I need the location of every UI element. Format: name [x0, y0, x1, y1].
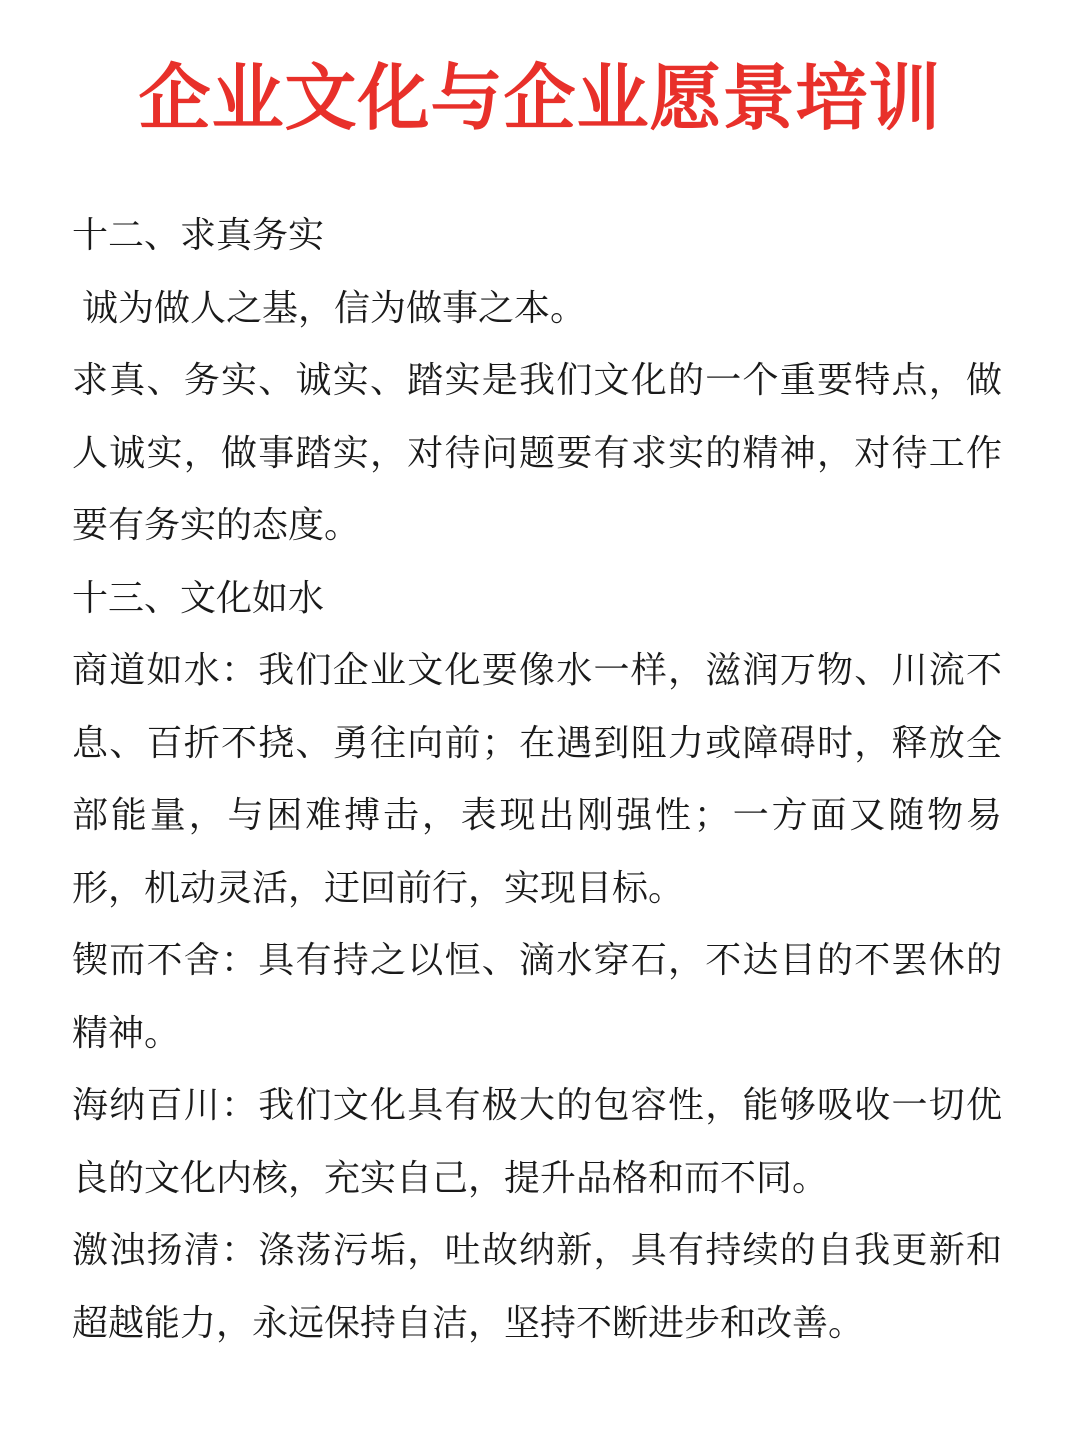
- body-paragraph-water: 商道如水：我们企业文化要像水一样，滋润万物、川流不息、百折不挠、勇往向前；在遇到阻力或障碍时，释放全部能量，与困难搏击，表现出刚强性；一方面又随物易形，机动灵活，迂回前行，实现目标。: [72, 650, 1002, 909]
- section-heading-13: 十三、文化如水: [72, 577, 325, 619]
- body-paragraph-inclusiveness: 海纳百川：我们文化具有极大的包容性，能够吸收一切优良的文化内核，充实自己，提升品格和而不同。: [72, 1085, 1002, 1199]
- body-paragraph-perseverance: 锲而不舍：具有持之以恒、滴水穿石，不达目的不罢休的精神。: [72, 940, 1002, 1054]
- body-paragraph-truth: 求真、务实、诚实、踏实是我们文化的一个重要特点，做人诚实，做事踏实，对待问题要有求实的精神，对待工作要有务实的态度。: [72, 360, 1002, 546]
- motto-paragraph: 诚为做人之基，信为做事之本。: [82, 287, 587, 329]
- section-heading-12: 十二、求真务实: [72, 215, 325, 256]
- page-title: 企业文化与企业愿景培训: [138, 55, 942, 140]
- document-body: [72, 200, 1002, 1360]
- body-paragraph-renewal: 激浊扬清：涤荡污垢，吐故纳新，具有持续的自我更新和超越能力，永远保持自洁，坚持不断进步和改善。: [72, 1230, 1002, 1344]
